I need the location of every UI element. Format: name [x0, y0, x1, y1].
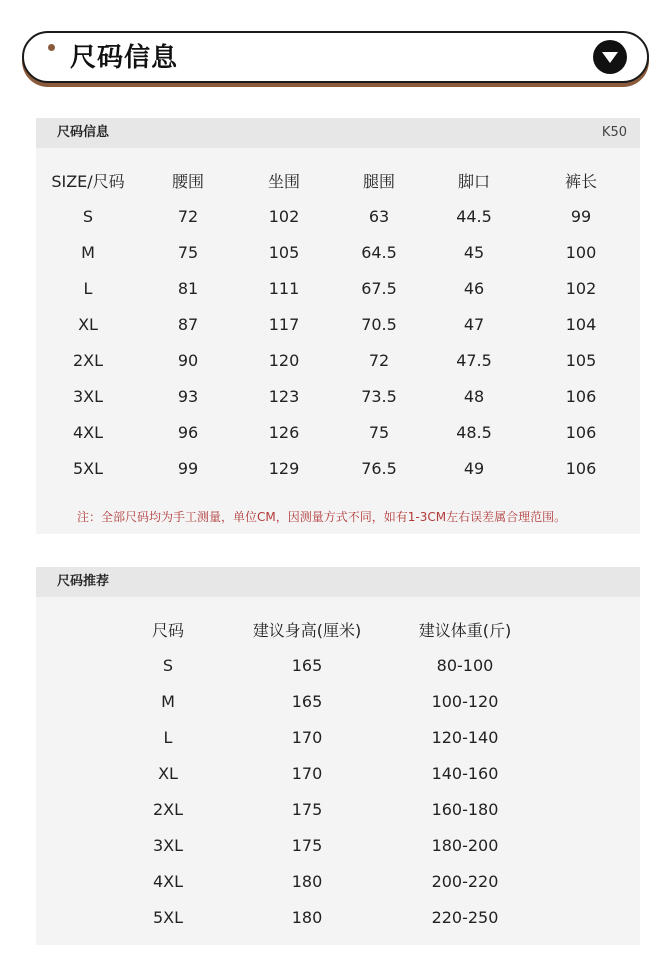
table-cell: 175 [291, 799, 323, 819]
table-cell: 102 [268, 206, 300, 226]
table-row [116, 827, 536, 863]
table-cell: S [162, 655, 174, 675]
table-cell: 90 [177, 350, 199, 370]
table-cell: 44.5 [456, 206, 492, 226]
table-cell: 2XL [152, 799, 184, 819]
table-cell: 180 [291, 907, 323, 927]
table-cell: 117 [268, 314, 300, 334]
table-row [116, 647, 536, 683]
table-cell: 99 [177, 458, 199, 478]
table-cell: 49 [463, 458, 485, 478]
table-header-row [36, 162, 640, 198]
table-cell: 72 [177, 206, 199, 226]
header-dot-decoration [48, 44, 55, 51]
table-cell: 105 [268, 242, 300, 262]
table-cell: 102 [565, 278, 597, 298]
table-cell: 180 [291, 871, 323, 891]
table-cell: 5XL [72, 458, 104, 478]
column-header: SIZE/尺码 [51, 171, 125, 191]
table-cell: 111 [268, 278, 300, 298]
table-cell: 120-140 [431, 727, 499, 747]
table-cell: 129 [268, 458, 300, 478]
table-cell: 140-160 [431, 763, 499, 783]
recommendation-title: 尺码推荐 [57, 574, 110, 589]
table-cell: 76.5 [361, 458, 397, 478]
table-row [36, 414, 640, 450]
table-cell: M [161, 691, 175, 711]
table-cell: 96 [177, 422, 199, 442]
table-cell: 120 [268, 350, 300, 370]
table-cell: 87 [177, 314, 199, 334]
table-cell: 48 [463, 386, 485, 406]
table-cell: 106 [565, 422, 597, 442]
table-cell: 80-100 [436, 655, 494, 675]
table-cell: 48.5 [456, 422, 492, 442]
table-cell: 47 [463, 314, 485, 334]
section-title: 尺码信息 [70, 43, 179, 73]
table-cell: 46 [463, 278, 485, 298]
table-row [36, 342, 640, 378]
table-cell: 4XL [152, 871, 184, 891]
table-cell: 47.5 [456, 350, 492, 370]
table-cell: 170 [291, 763, 323, 783]
section-header [22, 31, 649, 83]
size-chart-header [36, 118, 640, 148]
table-cell: 180-200 [431, 835, 499, 855]
table-cell: 64.5 [361, 242, 397, 262]
table-cell: S [82, 206, 94, 226]
table-cell: 75 [177, 242, 199, 262]
table-cell: 106 [565, 458, 597, 478]
table-cell: M [81, 242, 95, 262]
column-header: 建议身高(厘米) [252, 620, 362, 640]
table-cell: 220-250 [431, 907, 499, 927]
product-code: K50 [601, 125, 627, 140]
table-header-row [116, 611, 536, 647]
column-header: 脚口 [457, 171, 490, 191]
table-cell: 100-120 [431, 691, 499, 711]
table-row [36, 378, 640, 414]
column-header: 建议体重(斤) [418, 620, 512, 640]
size-chart-panel [36, 118, 640, 534]
table-cell: XL [78, 314, 98, 334]
table-cell: 63 [368, 206, 390, 226]
table-row [36, 270, 640, 306]
table-cell: 73.5 [361, 386, 397, 406]
size-recommendation-panel [36, 567, 640, 945]
table-cell: 75 [368, 422, 390, 442]
table-row [116, 755, 536, 791]
table-row [36, 198, 640, 234]
size-chart-table [36, 162, 640, 486]
table-cell: 5XL [152, 907, 184, 927]
chevron-down-icon[interactable] [593, 40, 627, 74]
column-header: 坐围 [267, 171, 300, 191]
table-cell: 105 [565, 350, 597, 370]
table-cell: 4XL [72, 422, 104, 442]
table-cell: 93 [177, 386, 199, 406]
table-row [116, 791, 536, 827]
table-cell: 100 [565, 242, 597, 262]
table-row [36, 234, 640, 270]
table-cell: 165 [291, 691, 323, 711]
table-cell: 175 [291, 835, 323, 855]
table-row [116, 719, 536, 755]
column-header: 腰围 [171, 171, 204, 191]
column-header: 裤长 [564, 171, 597, 191]
size-chart-title: 尺码信息 [57, 125, 110, 140]
table-cell: 170 [291, 727, 323, 747]
table-row [36, 450, 640, 486]
table-cell: L [83, 278, 93, 298]
table-cell: 123 [268, 386, 300, 406]
table-cell: 81 [177, 278, 199, 298]
table-cell: L [163, 727, 173, 747]
table-cell: 2XL [72, 350, 104, 370]
table-row [116, 863, 536, 899]
table-cell: 160-180 [431, 799, 499, 819]
recommendation-table [116, 611, 536, 935]
table-cell: 3XL [152, 835, 184, 855]
table-cell: 72 [368, 350, 390, 370]
column-header: 腿围 [362, 171, 395, 191]
table-row [36, 306, 640, 342]
recommendation-header [36, 567, 640, 597]
table-cell: XL [158, 763, 178, 783]
table-cell: 126 [268, 422, 300, 442]
table-cell: 99 [570, 206, 592, 226]
table-cell: 200-220 [431, 871, 499, 891]
table-cell: 165 [291, 655, 323, 675]
table-row [116, 899, 536, 935]
table-cell: 70.5 [361, 314, 397, 334]
table-cell: 67.5 [361, 278, 397, 298]
measurement-note: 注：全部尺码均为手工测量，单位CM，因测量方式不同，如有1-3CM左右误差属合理范围。 [77, 510, 567, 524]
table-cell: 106 [565, 386, 597, 406]
table-row [116, 683, 536, 719]
table-cell: 45 [463, 242, 485, 262]
table-cell: 104 [565, 314, 597, 334]
table-cell: 3XL [72, 386, 104, 406]
column-header: 尺码 [151, 620, 184, 640]
